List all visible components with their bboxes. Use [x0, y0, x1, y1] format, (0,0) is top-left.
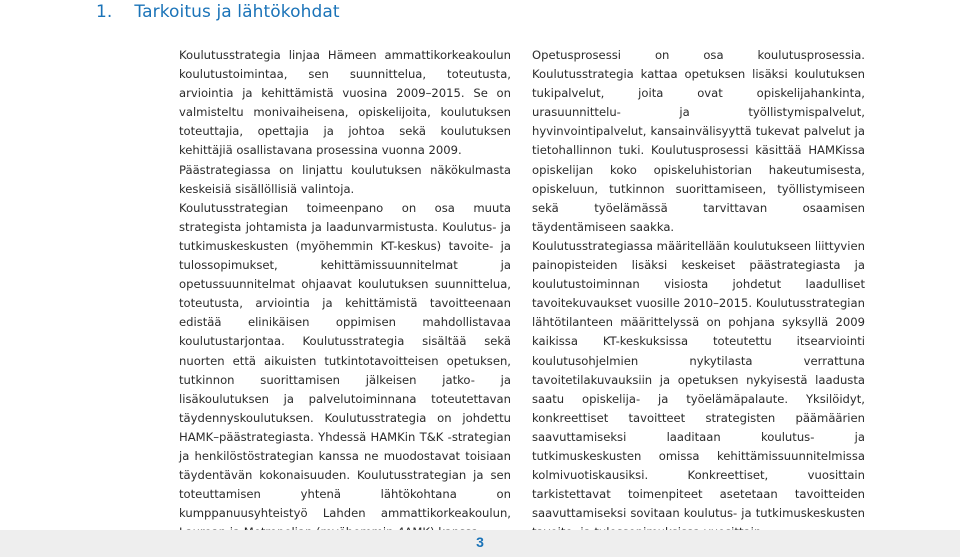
right-paragraph-1: Opetusprosessi on osa koulutusprosessia. Koulutusstrategia kattaa opetuksen lisäksi koulutuksen tukipalvelut, joita ovat opiskelijahankinta, urasuunnittelu- ja työllistymispalvelut, hyvinvointipalvelut, kansainvälisyyttä tukevat palvelut ja tietohallinnon tuki. Koulutusprosessi käsittää HAMKissa opiskelijan koko opiskeluhistorian hakeutumisesta, opiskeluun, tutkinnon suorittamiseen, työllistymiseen sekä työelämässä tarvittavan osaamisen täydentämiseen saakka. — [532, 48, 865, 234]
section-heading — [96, 2, 340, 22]
left-paragraph-2: Päästrategiassa on linjattu koulutuksen näkökulmasta keskeisiä sisällöllisiä valintoja. — [179, 162, 511, 196]
right-paragraph-2: Koulutusstrategiassa määritellään koulutukseen liittyvien painopisteiden lisäksi keskeiset päästrategiasta ja koulutustoiminnan visiosta johdetut laadulliset tavoitekuvaukset vuosille 2010–2015. Koulutusstrategian lähtötilanteen määrittelyssä on pohjana syksyllä 2009 kaikissa KT-keskuksissa toteutettu itsearviointi koulutusohjelmien nykytilasta verrattuna tavoitetilakuvauksiin ja opetuksen nykyisestä laadusta saatu opiskelija- ja työelämäpalaute. Yksilöidyt, konkreettiset tavoitteet strategisten päämäärien saavuttamiseksi laaditaan koulutus- ja tutkimuskeskusten omissa kehittämissuunnitelmissa kolmivuotiskausiksi. Konkreettiset, vuosittain tarkistettavat toimenpiteet asetetaan tavoitteiden saavuttamiseksi sovitaan koulutus- ja tutkimuskeskusten — [532, 238, 865, 521]
left-paragraph-3: Koulutusstrategian toimeenpano on osa muuta strategista johtamista ja laadunvarmistusta. Koulutus- ja tutkimuskeskusten (myöhemmin KT-keskus) tavoite- ja tulossopimukset, kehittämissuunnitelmat ja opetussuunnitelmat ohjaavat koulutuksen suunnittelua, toteutusta, arviointia ja kehittämistä tavoitteenaan edistää elinikäisen oppimisen mahdollistavaa koulutustarjontaa. Koulutusstrategia sisältää sekä nuorten että aikuisten tutkintotavoitteisen opetuksen, tutkinnon suorittamisen jälkeisen jatko- ja lisäkoulutuksen ja palvelutoiminnana toteutettavan täydennyskoulutuksen. Koulutusstrategia on johdettu HAMK–päästrategiasta. Yhdessä HAMKin T&K -strategian ja henkilöstöstrategian kanssa ne muodostavat toisiaan täydentävän kokonaisuuden. Koulutusstrategian ja sen toteuttamisen yhtenä lähtökohtana on kumppanuusyhteistyö Lahden ammattikorkeakoulun, — [179, 200, 511, 521]
section-title: Tarkoitus ja lähtökohdat — [134, 2, 340, 22]
section-number: 1. — [96, 2, 113, 22]
left-column — [179, 46, 511, 542]
page-number: 3 — [476, 534, 484, 550]
right-column — [532, 46, 865, 542]
left-paragraph-1: Koulutusstrategia linjaa Hämeen ammattikorkeakoulun koulutustoimintaa, sen suunnittelua, toteutusta, arviointia ja kehittämistä vuosina 2009–2015. Se on valmisteltu monivaiheisena, opiskelijoita, koulutuksen toteuttajia, opettajia ja johtoa sekä koulutuksen kehittäjiä osallistavana prosessina vuonna 2009. — [179, 48, 511, 158]
